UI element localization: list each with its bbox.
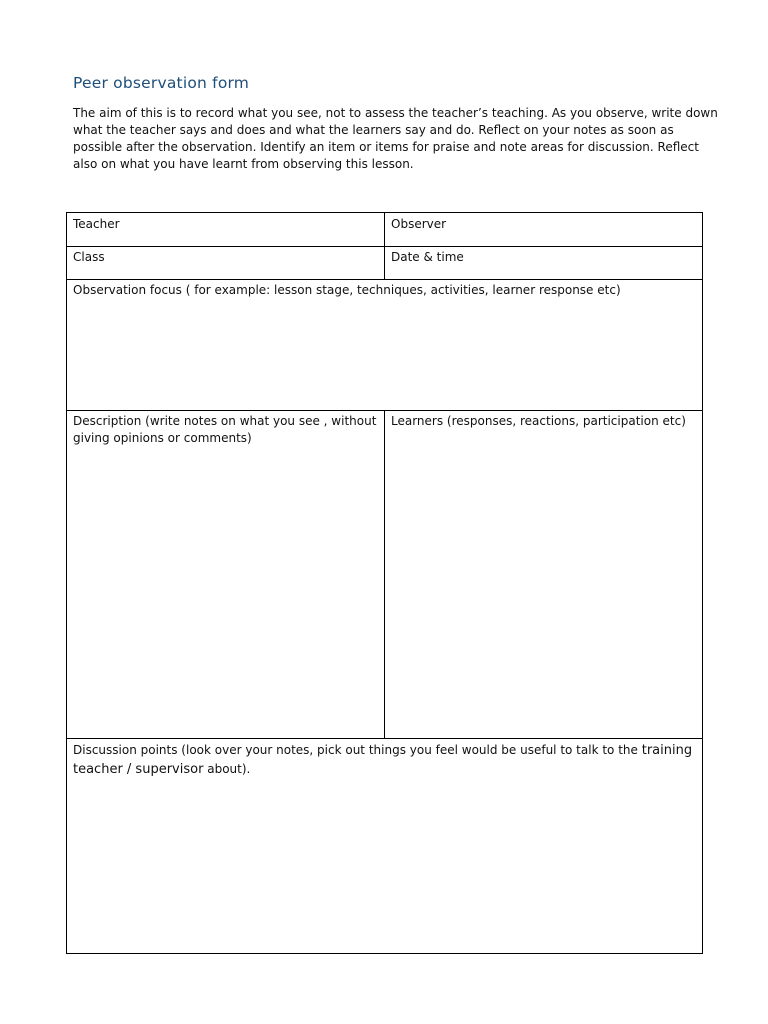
observation-focus-field[interactable] xyxy=(67,279,702,410)
description-label-line1: Description (write notes on what you see , without xyxy=(73,414,377,428)
teacher-label: Teacher xyxy=(73,217,120,231)
observer-field[interactable] xyxy=(385,213,702,246)
discussion-label-teacher-supervisor: teacher / supervisor xyxy=(73,762,204,777)
intro-line: what the teacher says and does and what the learners say and do. Reflect on your notes as soon as xyxy=(73,123,674,137)
class-field[interactable] xyxy=(67,246,384,279)
datetime-field[interactable] xyxy=(385,246,702,279)
discussion-label-end: about). xyxy=(203,762,251,776)
description-label-line2: giving opinions or comments) xyxy=(73,431,252,445)
learners-label: Learners (responses, reactions, participation etc) xyxy=(391,414,686,428)
discussion-label: Discussion points (look over your notes, pick out things you feel would be useful to talk to the xyxy=(73,743,642,757)
discussion-label-training: training xyxy=(641,743,693,758)
intro-line: also on what you have learnt from observing this lesson. xyxy=(73,157,414,171)
learners-field[interactable] xyxy=(385,410,702,738)
observation-focus-label: Observation focus ( for example: lesson stage, techniques, activities, learner response etc) xyxy=(73,283,621,297)
observation-form-table xyxy=(66,212,703,954)
observer-label: Observer xyxy=(391,217,447,231)
datetime-label: Date & time xyxy=(391,250,464,264)
intro-line: The aim of this is to record what you see, not to assess the teacher’s teaching. As you observe, write down xyxy=(73,106,718,120)
intro-line: possible after the observation. Identify an item or items for praise and note areas for discussion. Reflect xyxy=(73,140,699,154)
discussion-points-field[interactable] xyxy=(67,738,702,953)
class-label: Class xyxy=(73,250,105,264)
teacher-field[interactable] xyxy=(67,213,384,246)
page-title: Peer observation form xyxy=(73,74,250,92)
description-field[interactable] xyxy=(67,410,384,738)
intro-paragraph xyxy=(73,105,718,173)
